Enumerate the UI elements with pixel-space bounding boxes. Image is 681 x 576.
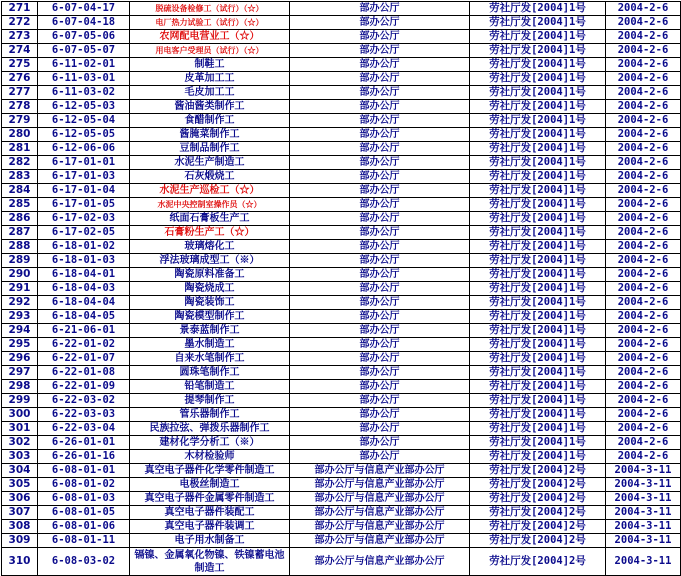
table-row xyxy=(2,212,681,226)
cell-dept: 部办公厅 xyxy=(290,184,470,198)
cell-code: 6-26-01-01 xyxy=(38,436,130,450)
table-row xyxy=(2,254,681,268)
cell-date: 2004-2-6 xyxy=(606,296,681,310)
cell-doc: 劳社厅发[2004]1号 xyxy=(470,114,606,128)
cell-name: 自来水笔制作工 xyxy=(130,352,290,366)
cell-code: 6-22-01-07 xyxy=(38,352,130,366)
cell-name: 农网配电营业工（☆） xyxy=(130,30,290,44)
cell-name: 电极丝制造工 xyxy=(130,478,290,492)
cell-name: 电厂热力试验工（试行）（☆） xyxy=(130,16,290,30)
cell-date: 2004-2-6 xyxy=(606,352,681,366)
cell-dept: 部办公厅 xyxy=(290,450,470,464)
cell-no: 305 xyxy=(2,478,38,492)
cell-no: 284 xyxy=(2,184,38,198)
cell-date: 2004-2-6 xyxy=(606,282,681,296)
cell-dept: 部办公厅与信息产业部办公厅 xyxy=(290,478,470,492)
cell-dept: 部办公厅与信息产业部办公厅 xyxy=(290,548,470,576)
cell-doc: 劳社厅发[2004]2号 xyxy=(470,464,606,478)
cell-no: 277 xyxy=(2,86,38,100)
cell-date: 2004-3-11 xyxy=(606,534,681,548)
cell-code: 6-18-01-02 xyxy=(38,240,130,254)
cell-doc: 劳社厅发[2004]1号 xyxy=(470,310,606,324)
cell-date: 2004-2-6 xyxy=(606,324,681,338)
cell-doc: 劳社厅发[2004]1号 xyxy=(470,240,606,254)
cell-name: 圆珠笔制作工 xyxy=(130,366,290,380)
table-row xyxy=(2,492,681,506)
cell-dept: 部办公厅 xyxy=(290,310,470,324)
cell-date: 2004-3-11 xyxy=(606,478,681,492)
cell-date: 2004-2-6 xyxy=(606,310,681,324)
cell-no: 272 xyxy=(2,16,38,30)
cell-name: 真空电子器件装调工 xyxy=(130,520,290,534)
table-row xyxy=(2,352,681,366)
cell-name: 民族拉弦、弹拨乐器制作工 xyxy=(130,422,290,436)
cell-date: 2004-2-6 xyxy=(606,44,681,58)
table-row xyxy=(2,128,681,142)
cell-dept: 部办公厅与信息产业部办公厅 xyxy=(290,520,470,534)
cell-name: 管乐器制作工 xyxy=(130,408,290,422)
cell-date: 2004-2-6 xyxy=(606,198,681,212)
table-row xyxy=(2,548,681,576)
cell-name: 镉镍、金属氧化物镍、铁镍蓄电池制造工 xyxy=(130,548,290,576)
cell-code: 6-08-01-06 xyxy=(38,520,130,534)
cell-name: 玻璃熔化工 xyxy=(130,240,290,254)
cell-name: 景泰蓝制作工 xyxy=(130,324,290,338)
cell-dept: 部办公厅 xyxy=(290,408,470,422)
table-row xyxy=(2,520,681,534)
cell-dept: 部办公厅 xyxy=(290,394,470,408)
cell-no: 294 xyxy=(2,324,38,338)
cell-date: 2004-2-6 xyxy=(606,16,681,30)
cell-no: 307 xyxy=(2,506,38,520)
cell-name: 水泥生产巡检工（☆） xyxy=(130,184,290,198)
cell-code: 6-08-03-02 xyxy=(38,548,130,576)
table-row xyxy=(2,240,681,254)
cell-no: 297 xyxy=(2,366,38,380)
cell-no: 274 xyxy=(2,44,38,58)
cell-doc: 劳社厅发[2004]1号 xyxy=(470,296,606,310)
cell-code: 6-07-04-18 xyxy=(38,16,130,30)
table-row xyxy=(2,100,681,114)
cell-doc: 劳社厅发[2004]2号 xyxy=(470,492,606,506)
cell-name: 水泥中央控制室操作员（☆） xyxy=(130,198,290,212)
cell-dept: 部办公厅 xyxy=(290,324,470,338)
table-row xyxy=(2,310,681,324)
table-row xyxy=(2,44,681,58)
table-row xyxy=(2,450,681,464)
table-row xyxy=(2,198,681,212)
cell-name: 电子用水制备工 xyxy=(130,534,290,548)
cell-no: 275 xyxy=(2,58,38,72)
cell-doc: 劳社厅发[2004]2号 xyxy=(470,478,606,492)
cell-date: 2004-2-6 xyxy=(606,422,681,436)
cell-dept: 部办公厅 xyxy=(290,198,470,212)
cell-dept: 部办公厅 xyxy=(290,226,470,240)
cell-date: 2004-3-11 xyxy=(606,492,681,506)
cell-dept: 部办公厅 xyxy=(290,72,470,86)
cell-no: 291 xyxy=(2,282,38,296)
cell-no: 301 xyxy=(2,422,38,436)
cell-name: 水泥生产制造工 xyxy=(130,156,290,170)
cell-doc: 劳社厅发[2004]1号 xyxy=(470,100,606,114)
cell-no: 289 xyxy=(2,254,38,268)
cell-code: 6-17-02-05 xyxy=(38,226,130,240)
cell-code: 6-17-01-04 xyxy=(38,184,130,198)
cell-date: 2004-2-6 xyxy=(606,366,681,380)
table-row xyxy=(2,366,681,380)
cell-code: 6-22-03-02 xyxy=(38,394,130,408)
cell-no: 302 xyxy=(2,436,38,450)
cell-no: 304 xyxy=(2,464,38,478)
cell-code: 6-07-04-17 xyxy=(38,2,130,16)
cell-doc: 劳社厅发[2004]1号 xyxy=(470,86,606,100)
cell-date: 2004-2-6 xyxy=(606,114,681,128)
cell-code: 6-11-03-02 xyxy=(38,86,130,100)
cell-code: 6-07-05-07 xyxy=(38,44,130,58)
cell-name: 铅笔制造工 xyxy=(130,380,290,394)
cell-dept: 部办公厅 xyxy=(290,338,470,352)
cell-name: 制鞋工 xyxy=(130,58,290,72)
cell-code: 6-12-05-05 xyxy=(38,128,130,142)
cell-code: 6-22-01-08 xyxy=(38,366,130,380)
cell-name: 豆制品制作工 xyxy=(130,142,290,156)
table-row xyxy=(2,380,681,394)
table-row xyxy=(2,338,681,352)
table-row xyxy=(2,16,681,30)
cell-dept: 部办公厅 xyxy=(290,170,470,184)
table-row xyxy=(2,2,681,16)
cell-date: 2004-2-6 xyxy=(606,100,681,114)
cell-date: 2004-2-6 xyxy=(606,170,681,184)
cell-no: 308 xyxy=(2,520,38,534)
cell-no: 276 xyxy=(2,72,38,86)
cell-name: 陶瓷原料准备工 xyxy=(130,268,290,282)
cell-doc: 劳社厅发[2004]1号 xyxy=(470,268,606,282)
cell-dept: 部办公厅 xyxy=(290,114,470,128)
cell-no: 293 xyxy=(2,310,38,324)
cell-no: 295 xyxy=(2,338,38,352)
cell-name: 毛皮加工工 xyxy=(130,86,290,100)
cell-doc: 劳社厅发[2004]1号 xyxy=(470,352,606,366)
cell-name: 脱硫设备检修工（试行）（☆） xyxy=(130,2,290,16)
cell-name: 皮革加工工 xyxy=(130,72,290,86)
cell-code: 6-08-01-03 xyxy=(38,492,130,506)
table-row xyxy=(2,296,681,310)
cell-no: 292 xyxy=(2,296,38,310)
cell-no: 309 xyxy=(2,534,38,548)
cell-no: 286 xyxy=(2,212,38,226)
cell-doc: 劳社厅发[2004]1号 xyxy=(470,2,606,16)
cell-code: 6-18-04-05 xyxy=(38,310,130,324)
table-body xyxy=(2,2,681,576)
cell-date: 2004-2-6 xyxy=(606,2,681,16)
cell-dept: 部办公厅与信息产业部办公厅 xyxy=(290,534,470,548)
cell-doc: 劳社厅发[2004]2号 xyxy=(470,506,606,520)
table-row xyxy=(2,114,681,128)
cell-dept: 部办公厅 xyxy=(290,366,470,380)
cell-no: 280 xyxy=(2,128,38,142)
cell-dept: 部办公厅 xyxy=(290,422,470,436)
cell-no: 303 xyxy=(2,450,38,464)
cell-name: 真空电子器件装配工 xyxy=(130,506,290,520)
cell-doc: 劳社厅发[2004]2号 xyxy=(470,548,606,576)
cell-dept: 部办公厅 xyxy=(290,128,470,142)
cell-doc: 劳社厅发[2004]2号 xyxy=(470,520,606,534)
cell-code: 6-11-02-01 xyxy=(38,58,130,72)
cell-dept: 部办公厅 xyxy=(290,16,470,30)
cell-doc: 劳社厅发[2004]1号 xyxy=(470,184,606,198)
cell-doc: 劳社厅发[2004]1号 xyxy=(470,198,606,212)
cell-no: 287 xyxy=(2,226,38,240)
cell-no: 271 xyxy=(2,2,38,16)
cell-doc: 劳社厅发[2004]1号 xyxy=(470,170,606,184)
table-row xyxy=(2,156,681,170)
cell-dept: 部办公厅 xyxy=(290,282,470,296)
cell-date: 2004-3-11 xyxy=(606,548,681,576)
cell-dept: 部办公厅 xyxy=(290,380,470,394)
cell-dept: 部办公厅 xyxy=(290,212,470,226)
cell-doc: 劳社厅发[2004]1号 xyxy=(470,338,606,352)
cell-dept: 部办公厅 xyxy=(290,296,470,310)
cell-dept: 部办公厅 xyxy=(290,58,470,72)
cell-date: 2004-2-6 xyxy=(606,268,681,282)
cell-code: 6-22-03-04 xyxy=(38,422,130,436)
cell-doc: 劳社厅发[2004]1号 xyxy=(470,380,606,394)
cell-doc: 劳社厅发[2004]1号 xyxy=(470,422,606,436)
cell-doc: 劳社厅发[2004]1号 xyxy=(470,282,606,296)
cell-doc: 劳社厅发[2004]2号 xyxy=(470,534,606,548)
cell-name: 陶瓷烧成工 xyxy=(130,282,290,296)
cell-doc: 劳社厅发[2004]1号 xyxy=(470,44,606,58)
cell-no: 306 xyxy=(2,492,38,506)
cell-doc: 劳社厅发[2004]1号 xyxy=(470,142,606,156)
cell-code: 6-08-01-05 xyxy=(38,506,130,520)
cell-dept: 部办公厅 xyxy=(290,268,470,282)
table-row xyxy=(2,394,681,408)
cell-date: 2004-2-6 xyxy=(606,254,681,268)
table-row xyxy=(2,282,681,296)
cell-no: 283 xyxy=(2,170,38,184)
cell-doc: 劳社厅发[2004]1号 xyxy=(470,254,606,268)
cell-code: 6-22-03-03 xyxy=(38,408,130,422)
cell-code: 6-17-02-03 xyxy=(38,212,130,226)
cell-doc: 劳社厅发[2004]1号 xyxy=(470,226,606,240)
cell-date: 2004-2-6 xyxy=(606,72,681,86)
cell-name: 酱油酱类制作工 xyxy=(130,100,290,114)
cell-dept: 部办公厅 xyxy=(290,100,470,114)
cell-date: 2004-2-6 xyxy=(606,450,681,464)
cell-no: 288 xyxy=(2,240,38,254)
cell-dept: 部办公厅 xyxy=(290,86,470,100)
cell-code: 6-18-01-03 xyxy=(38,254,130,268)
cell-dept: 部办公厅 xyxy=(290,44,470,58)
cell-dept: 部办公厅 xyxy=(290,142,470,156)
cell-doc: 劳社厅发[2004]1号 xyxy=(470,16,606,30)
cell-name: 纸面石膏板生产工 xyxy=(130,212,290,226)
cell-name: 陶瓷模型制作工 xyxy=(130,310,290,324)
cell-doc: 劳社厅发[2004]1号 xyxy=(470,394,606,408)
cell-no: 285 xyxy=(2,198,38,212)
cell-dept: 部办公厅 xyxy=(290,240,470,254)
cell-date: 2004-2-6 xyxy=(606,240,681,254)
cell-code: 6-08-01-01 xyxy=(38,464,130,478)
table-row xyxy=(2,534,681,548)
cell-date: 2004-2-6 xyxy=(606,408,681,422)
cell-code: 6-12-06-06 xyxy=(38,142,130,156)
cell-name: 石灰煅烧工 xyxy=(130,170,290,184)
cell-name: 真空电子器件金属零件制造工 xyxy=(130,492,290,506)
cell-no: 273 xyxy=(2,30,38,44)
cell-no: 290 xyxy=(2,268,38,282)
cell-no: 296 xyxy=(2,352,38,366)
table-row xyxy=(2,324,681,338)
cell-dept: 部办公厅 xyxy=(290,436,470,450)
cell-date: 2004-2-6 xyxy=(606,226,681,240)
cell-no: 310 xyxy=(2,548,38,576)
cell-code: 6-18-04-04 xyxy=(38,296,130,310)
cell-name: 陶瓷装饰工 xyxy=(130,296,290,310)
cell-code: 6-21-06-01 xyxy=(38,324,130,338)
cell-code: 6-12-05-03 xyxy=(38,100,130,114)
cell-dept: 部办公厅 xyxy=(290,352,470,366)
cell-name: 食醋制作工 xyxy=(130,114,290,128)
table-row xyxy=(2,226,681,240)
cell-name: 建材化学分析工（※） xyxy=(130,436,290,450)
cell-name: 浮法玻璃成型工（※） xyxy=(130,254,290,268)
cell-code: 6-22-01-09 xyxy=(38,380,130,394)
cell-dept: 部办公厅 xyxy=(290,254,470,268)
table-row xyxy=(2,464,681,478)
cell-code: 6-26-01-16 xyxy=(38,450,130,464)
cell-dept: 部办公厅与信息产业部办公厅 xyxy=(290,464,470,478)
cell-code: 6-08-01-11 xyxy=(38,534,130,548)
occupation-standards-table xyxy=(1,1,681,576)
cell-date: 2004-2-6 xyxy=(606,30,681,44)
cell-date: 2004-2-6 xyxy=(606,394,681,408)
cell-date: 2004-2-6 xyxy=(606,58,681,72)
table-row xyxy=(2,184,681,198)
cell-doc: 劳社厅发[2004]1号 xyxy=(470,128,606,142)
cell-code: 6-17-01-01 xyxy=(38,156,130,170)
table-row xyxy=(2,506,681,520)
cell-no: 278 xyxy=(2,100,38,114)
cell-date: 2004-3-11 xyxy=(606,520,681,534)
cell-dept: 部办公厅 xyxy=(290,156,470,170)
table-row xyxy=(2,170,681,184)
cell-date: 2004-3-11 xyxy=(606,506,681,520)
cell-code: 6-11-03-01 xyxy=(38,72,130,86)
table-row xyxy=(2,422,681,436)
cell-doc: 劳社厅发[2004]1号 xyxy=(470,212,606,226)
cell-name: 酱腌菜制作工 xyxy=(130,128,290,142)
cell-date: 2004-2-6 xyxy=(606,142,681,156)
cell-date: 2004-2-6 xyxy=(606,338,681,352)
cell-date: 2004-2-6 xyxy=(606,184,681,198)
table-row xyxy=(2,58,681,72)
cell-name: 石膏粉生产工（☆） xyxy=(130,226,290,240)
cell-dept: 部办公厅 xyxy=(290,2,470,16)
cell-name: 墨水制造工 xyxy=(130,338,290,352)
cell-name: 真空电子器件化学零件制造工 xyxy=(130,464,290,478)
cell-no: 282 xyxy=(2,156,38,170)
table-row xyxy=(2,30,681,44)
cell-doc: 劳社厅发[2004]1号 xyxy=(470,156,606,170)
cell-doc: 劳社厅发[2004]1号 xyxy=(470,450,606,464)
cell-code: 6-22-01-02 xyxy=(38,338,130,352)
cell-no: 298 xyxy=(2,380,38,394)
cell-doc: 劳社厅发[2004]1号 xyxy=(470,324,606,338)
cell-date: 2004-3-11 xyxy=(606,464,681,478)
cell-doc: 劳社厅发[2004]1号 xyxy=(470,58,606,72)
cell-code: 6-17-01-03 xyxy=(38,170,130,184)
table-row xyxy=(2,478,681,492)
table-row xyxy=(2,142,681,156)
cell-doc: 劳社厅发[2004]1号 xyxy=(470,30,606,44)
cell-no: 281 xyxy=(2,142,38,156)
cell-dept: 部办公厅与信息产业部办公厅 xyxy=(290,506,470,520)
cell-code: 6-12-05-04 xyxy=(38,114,130,128)
table-row xyxy=(2,268,681,282)
cell-doc: 劳社厅发[2004]1号 xyxy=(470,408,606,422)
cell-dept: 部办公厅与信息产业部办公厅 xyxy=(290,492,470,506)
cell-name: 提琴制作工 xyxy=(130,394,290,408)
cell-code: 6-17-01-05 xyxy=(38,198,130,212)
cell-code: 6-07-05-06 xyxy=(38,30,130,44)
table-row xyxy=(2,86,681,100)
table-row xyxy=(2,408,681,422)
cell-dept: 部办公厅 xyxy=(290,30,470,44)
cell-date: 2004-2-6 xyxy=(606,380,681,394)
cell-date: 2004-2-6 xyxy=(606,212,681,226)
cell-date: 2004-2-6 xyxy=(606,128,681,142)
cell-code: 6-18-04-01 xyxy=(38,268,130,282)
table-row xyxy=(2,72,681,86)
cell-code: 6-18-04-03 xyxy=(38,282,130,296)
cell-name: 用电客户受理员（试行）（☆） xyxy=(130,44,290,58)
cell-doc: 劳社厅发[2004]1号 xyxy=(470,436,606,450)
cell-no: 300 xyxy=(2,408,38,422)
cell-code: 6-08-01-02 xyxy=(38,478,130,492)
cell-doc: 劳社厅发[2004]1号 xyxy=(470,366,606,380)
table-row xyxy=(2,436,681,450)
cell-name: 木材检验师 xyxy=(130,450,290,464)
cell-no: 299 xyxy=(2,394,38,408)
cell-date: 2004-2-6 xyxy=(606,156,681,170)
cell-date: 2004-2-6 xyxy=(606,436,681,450)
cell-doc: 劳社厅发[2004]1号 xyxy=(470,72,606,86)
cell-no: 279 xyxy=(2,114,38,128)
cell-date: 2004-2-6 xyxy=(606,86,681,100)
